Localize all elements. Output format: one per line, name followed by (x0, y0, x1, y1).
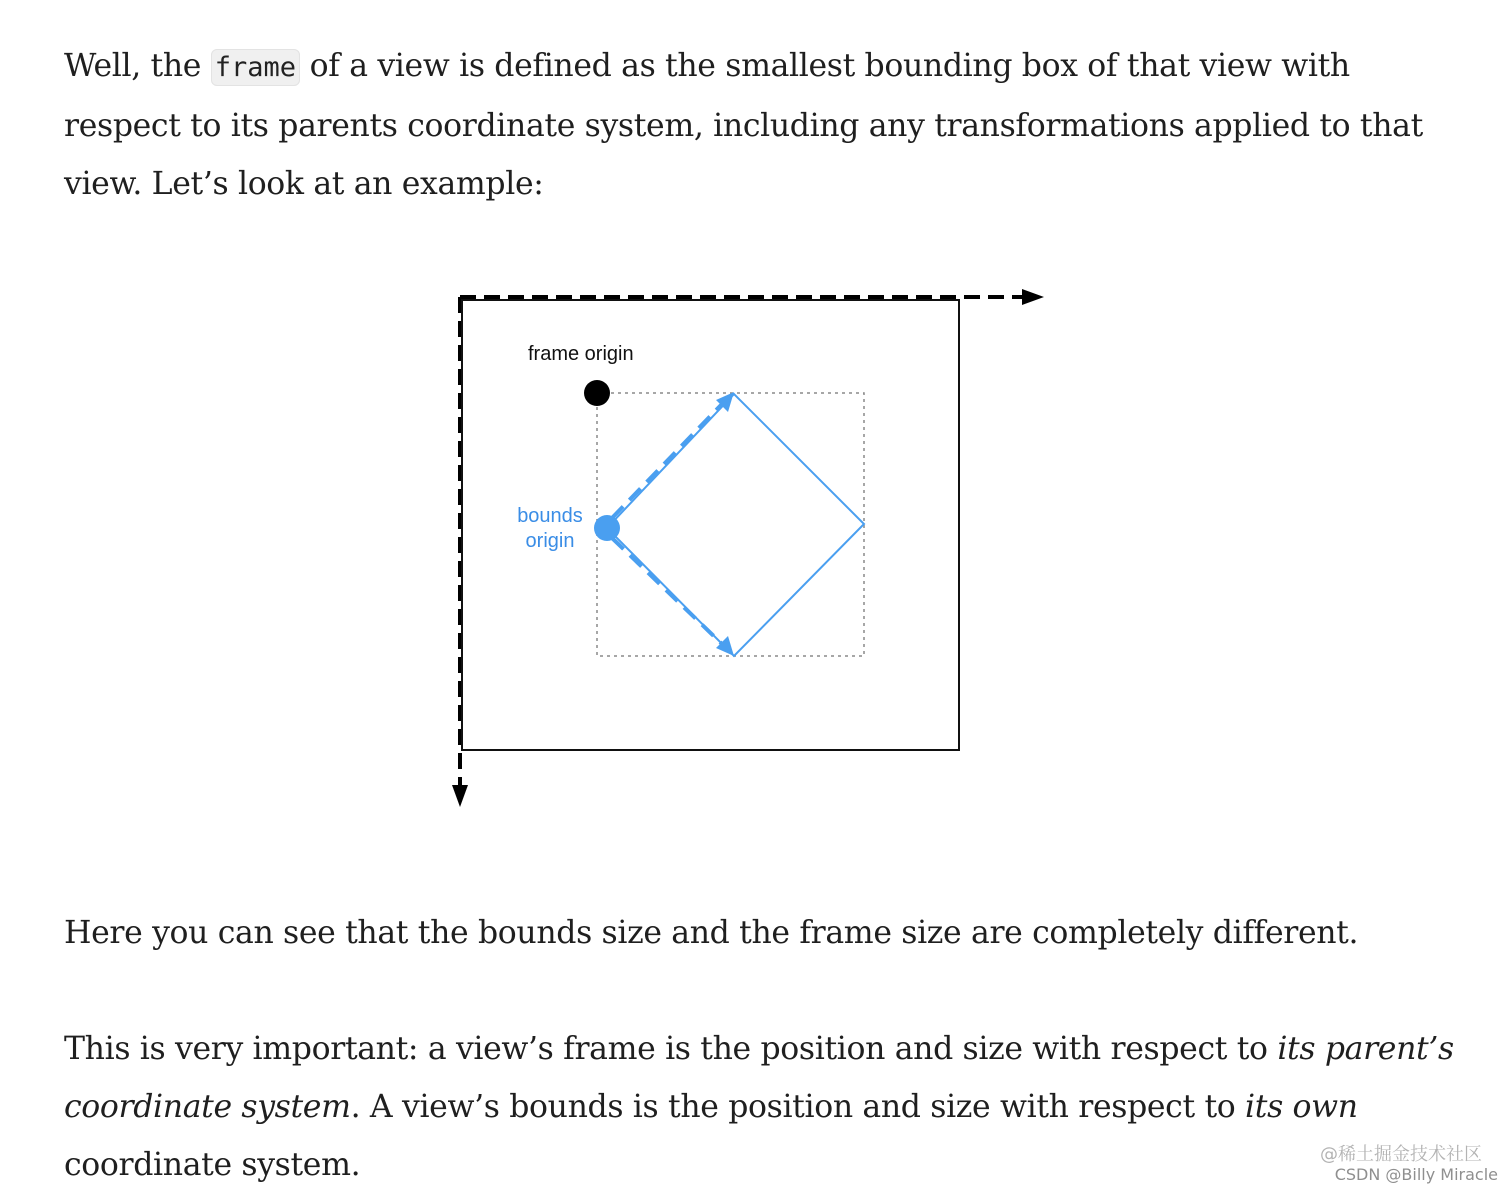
watermark-juejin: @稀土掘金技术社区 (1320, 1144, 1482, 1165)
frame-bounding-box (597, 393, 864, 656)
paragraph-text: coordinate system. (64, 1147, 361, 1183)
paragraph-important-note (64, 1020, 1464, 1194)
bounds-x-axis-dashed (612, 404, 722, 518)
frame-origin-label: frame origin (528, 343, 634, 365)
x-axis-arrow-icon (1022, 289, 1044, 305)
paragraph-text: of a view is defined as the smallest bounding box of that view with respect to its parents coordinate system, including any transformations applied to that view. Let’s look at an example: (64, 48, 1423, 202)
bounds-origin-label (510, 504, 590, 554)
paragraph-text: This is very important: a view’s frame is the position and size with respect to (64, 1031, 1278, 1067)
watermark-csdn: CSDN @Billy Miracle (1334, 1165, 1498, 1184)
bounds-origin-label-line2: origin (525, 530, 575, 552)
frame-origin-dot (584, 380, 610, 406)
paragraph-text: . A view’s bounds is the position and size with respect to (350, 1089, 1246, 1125)
bounds-y-axis-dashed (612, 538, 722, 644)
bounds-origin-label-line1: bounds (517, 505, 583, 527)
rotated-bounds-square (607, 394, 864, 656)
bounds-origin-dot (594, 515, 620, 541)
paragraph-text: Well, the (64, 48, 211, 84)
emphasis-parent-coordinate-system: its parent’s coordinate system (64, 1031, 1454, 1125)
emphasis-its-own: its own (1245, 1089, 1358, 1125)
paragraph-size-difference (64, 904, 1464, 962)
frame-bounds-diagram (440, 270, 1080, 830)
y-axis-arrow-icon (452, 785, 468, 807)
bounds-y-axis-arrow-icon (716, 636, 734, 656)
paragraph-text: Here you can see that the bounds size and the frame size are completely different. (64, 915, 1359, 951)
inline-code-frame: frame (211, 49, 300, 86)
paragraph-frame-definition (64, 37, 1464, 213)
